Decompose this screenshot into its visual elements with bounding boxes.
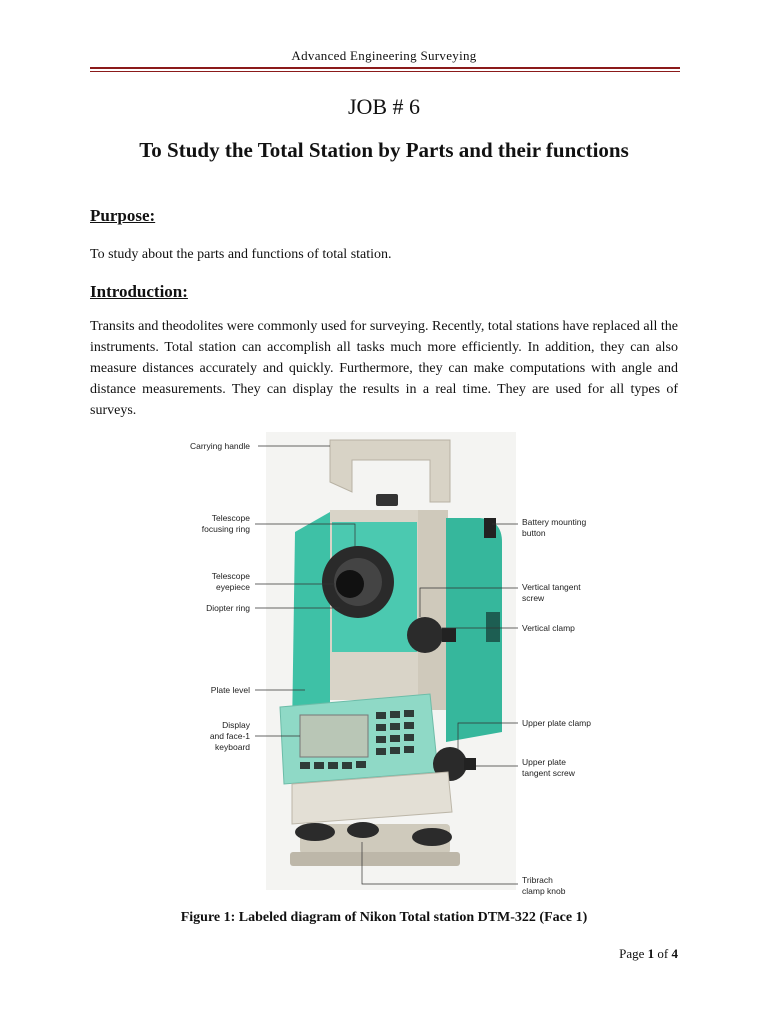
- label-plate-level: Plate level: [210, 685, 250, 695]
- label-vertical-clamp: Vertical clamp: [522, 623, 575, 633]
- page-total: 4: [671, 946, 678, 961]
- tribrach-base-plate: [290, 852, 460, 866]
- foot-screw-center: [347, 822, 379, 838]
- label-upper-plate-tangent-line1: Upper plate: [522, 757, 566, 767]
- header-rule-thick: [90, 67, 680, 69]
- of-word: of: [657, 946, 669, 961]
- label-upper-plate-clamp: Upper plate clamp: [522, 718, 591, 728]
- purpose-heading: Purpose:: [90, 206, 156, 225]
- label-display-line3: keyboard: [215, 742, 250, 752]
- vertical-clamp-knob: [407, 617, 443, 653]
- display-screen: [300, 715, 368, 757]
- page-word: Page: [619, 946, 645, 961]
- handle-knob: [376, 494, 398, 506]
- label-eyepiece-line2: eyepiece: [215, 582, 250, 592]
- left-body-panel: [292, 512, 330, 732]
- figure-caption: Figure 1: Labeled diagram of Nikon Total station DTM-322 (Face 1): [180, 910, 588, 925]
- label-battery-line2: button: [522, 528, 546, 538]
- job-number: JOB # 6: [347, 94, 421, 119]
- label-display-line1: Display: [222, 720, 250, 730]
- upper-plate-tangent-screw: [464, 758, 476, 770]
- introduction-heading: Introduction:: [90, 282, 188, 301]
- right-standard: [418, 510, 448, 710]
- label-upper-plate-tangent-line2: tangent screw: [522, 768, 575, 778]
- battery-button: [484, 518, 496, 538]
- running-header: Advanced Engineering Surveying: [291, 48, 477, 63]
- label-vertical-tangent-line2: screw: [522, 593, 545, 603]
- job-title: To Study the Total Station by Parts and their functions: [139, 138, 629, 162]
- label-focusing-ring-line1: Telescope: [211, 513, 250, 523]
- header-rule-thin: [90, 71, 680, 72]
- vertical-clamp-stem: [442, 628, 456, 642]
- label-vertical-tangent-line1: Vertical tangent: [522, 582, 581, 592]
- label-diopter-ring: Diopter ring: [206, 603, 250, 613]
- foot-screw-left: [295, 823, 335, 841]
- purpose-text: To study about the parts and functions of total station.: [90, 247, 392, 262]
- label-display-line2: and face-1: [209, 731, 250, 741]
- label-battery-line1: Battery mounting: [522, 517, 587, 527]
- page-footer: [619, 946, 678, 962]
- eyepiece-lens: [336, 570, 364, 598]
- brand-badge: [486, 612, 500, 642]
- foot-screw-right: [412, 828, 452, 846]
- label-tribrach-line2: clamp knob: [522, 886, 566, 896]
- label-eyepiece-line1: Telescope: [211, 571, 250, 581]
- total-station-diagram: [180, 432, 600, 902]
- label-carrying-handle: Carrying handle: [189, 441, 250, 451]
- label-focusing-ring-line2: focusing ring: [201, 524, 250, 534]
- page-current: 1: [647, 946, 655, 961]
- total-station-figure: [180, 432, 600, 902]
- introduction-text: Transits and theodolites were commonly used for surveying. Recently, total stations have replaced all the instruments. Total station can accomplish all tasks much more efficiently. In addition, they can also measure distances accurately and quickly. Furthermore, they can make computations with angle and distance measurements. They can display the results in a real time. They are used for all types of surveys.: [90, 319, 678, 418]
- label-tribrach-line1: Tribrach: [522, 875, 553, 885]
